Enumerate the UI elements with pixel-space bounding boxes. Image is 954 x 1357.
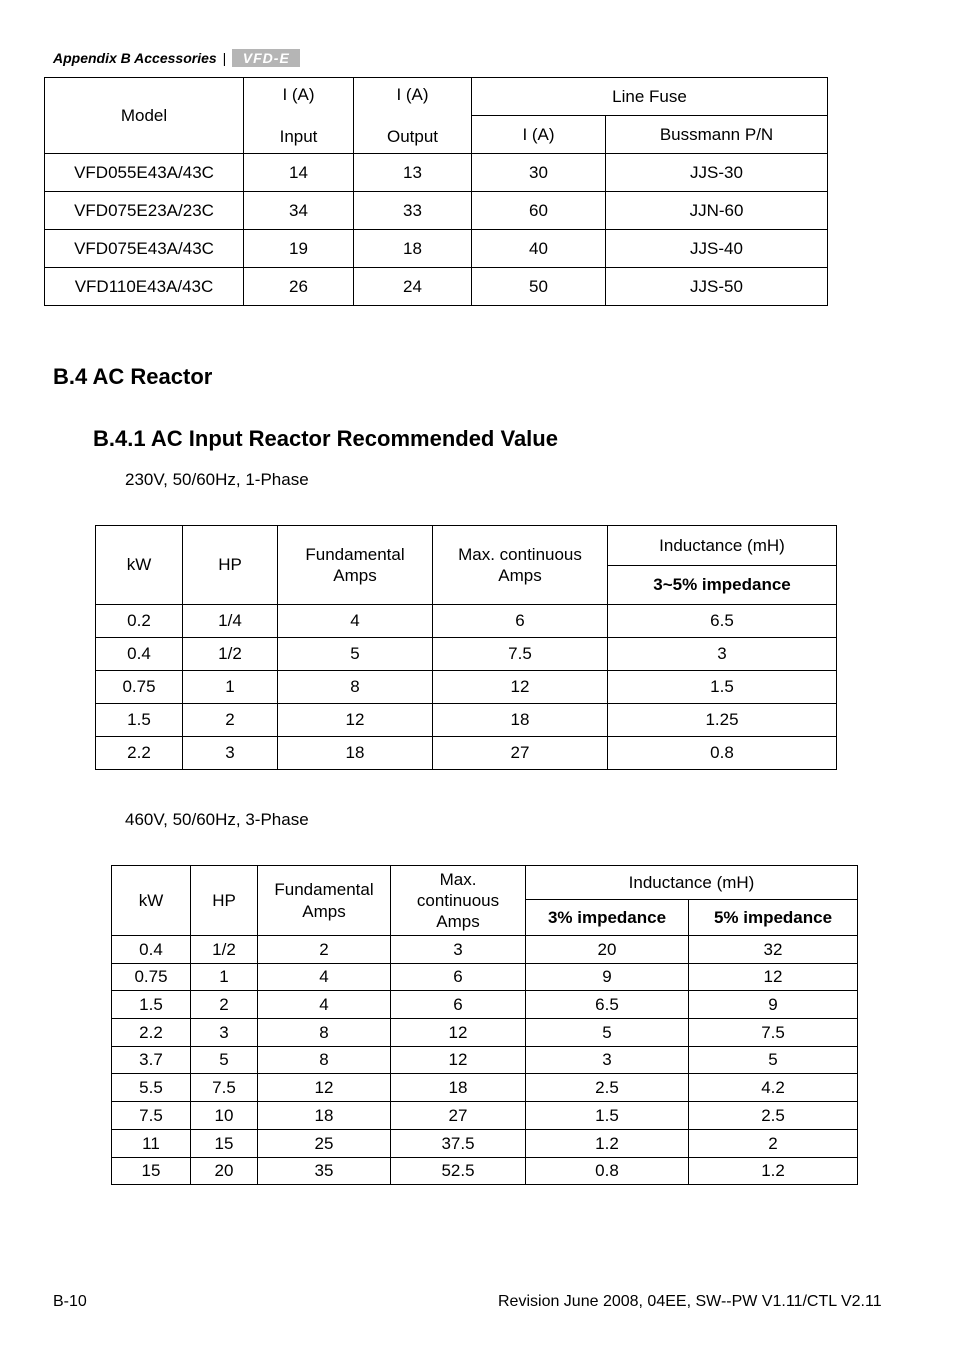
table-cell: 6.5	[608, 605, 837, 638]
header-model: Model	[45, 78, 244, 154]
table-cell: 20	[526, 936, 689, 964]
table-cell: 3	[526, 1046, 689, 1074]
table-cell: 8	[258, 1019, 391, 1047]
table-cell: 12	[689, 963, 858, 991]
table-cell: 8	[278, 671, 433, 704]
table-row	[112, 963, 858, 991]
table-row	[96, 605, 837, 638]
table-cell: JJS-40	[606, 230, 828, 268]
table-cell: 52.5	[391, 1157, 526, 1185]
fuse-table	[44, 77, 828, 306]
table-cell: 4	[278, 605, 433, 638]
table-cell: 7.5	[433, 638, 608, 671]
reactor-460v-table	[111, 865, 858, 1185]
table-cell: 9	[689, 991, 858, 1019]
table-row	[112, 991, 858, 1019]
table-cell: 5	[278, 638, 433, 671]
table-cell: 13	[354, 154, 472, 192]
table-cell: 20	[191, 1157, 258, 1185]
table-cell: 35	[258, 1157, 391, 1185]
table-row	[45, 268, 828, 306]
header-line-fuse: Line Fuse	[472, 78, 828, 116]
appendix-title: Appendix B Accessories	[53, 50, 217, 66]
table-cell: 27	[391, 1102, 526, 1130]
page-header	[53, 49, 300, 67]
table-row	[96, 737, 837, 770]
table-cell: 5	[689, 1046, 858, 1074]
table-cell: 12	[433, 671, 608, 704]
table-row	[96, 671, 837, 704]
table-cell: JJS-50	[606, 268, 828, 306]
table-row	[112, 1019, 858, 1047]
header-kw: kW	[112, 866, 191, 936]
table-cell: 12	[258, 1074, 391, 1102]
table-cell: 5	[526, 1019, 689, 1047]
table-row	[112, 936, 858, 964]
table-cell: 2.2	[96, 737, 183, 770]
table-cell: 1.5	[112, 991, 191, 1019]
header-max-continuous-amps: Max. continuous Amps	[391, 866, 526, 936]
table-460-caption: 460V, 50/60Hz, 3-Phase	[125, 810, 309, 829]
page-number: B-10	[53, 1293, 87, 1310]
table-row	[112, 1102, 858, 1130]
table-row	[112, 1157, 858, 1185]
header-impedance: 3~5% impedance	[608, 566, 837, 605]
table-cell: VFD075E23A/23C	[45, 192, 244, 230]
table-cell: 7.5	[689, 1019, 858, 1047]
header-hp: HP	[191, 866, 258, 936]
table-cell: 1/2	[191, 936, 258, 964]
table-cell: 1.2	[526, 1129, 689, 1157]
table-cell: 27	[433, 737, 608, 770]
table-cell: 14	[244, 154, 354, 192]
header-3pct-impedance: 3% impedance	[526, 900, 689, 936]
table-cell: 3.7	[112, 1046, 191, 1074]
table-cell: 2	[183, 704, 278, 737]
table-row	[45, 192, 828, 230]
table-cell: VFD110E43A/43C	[45, 268, 244, 306]
table-cell: 0.4	[96, 638, 183, 671]
table-cell: 32	[689, 936, 858, 964]
table-cell: 1	[191, 963, 258, 991]
header-inductance: Inductance (mH)	[608, 526, 837, 566]
table-cell: JJS-30	[606, 154, 828, 192]
table-cell: 1.5	[96, 704, 183, 737]
header-i-output: I (A) Output	[354, 78, 472, 154]
table-row	[112, 1129, 858, 1157]
header-fundamental-amps: Fundamental Amps	[258, 866, 391, 936]
table-row	[45, 154, 828, 192]
table-cell: VFD075E43A/43C	[45, 230, 244, 268]
header-fundamental-amps: Fundamental Amps	[278, 526, 433, 605]
table-cell: 3	[183, 737, 278, 770]
header-5pct-impedance: 5% impedance	[689, 900, 858, 936]
table-230-caption: 230V, 50/60Hz, 1-Phase	[125, 470, 309, 489]
table-cell: VFD055E43A/43C	[45, 154, 244, 192]
table-cell: 15	[112, 1157, 191, 1185]
header-hp: HP	[183, 526, 278, 605]
table-cell: 0.8	[608, 737, 837, 770]
table-cell: 12	[278, 704, 433, 737]
table-cell: 15	[191, 1129, 258, 1157]
table-cell: 5.5	[112, 1074, 191, 1102]
table-cell: 18	[278, 737, 433, 770]
table-cell: 7.5	[191, 1074, 258, 1102]
subsection-title: B.4.1 AC Input Reactor Recommended Value	[93, 426, 558, 451]
table-cell: 4	[258, 963, 391, 991]
table-cell: 7.5	[112, 1102, 191, 1130]
table-cell: 60	[472, 192, 606, 230]
table-cell: 1/4	[183, 605, 278, 638]
vfd-e-logo: VFD-E	[232, 49, 300, 67]
table-row	[96, 638, 837, 671]
table-cell: 3	[608, 638, 837, 671]
table-cell: 11	[112, 1129, 191, 1157]
table-cell: 2.5	[526, 1074, 689, 1102]
table-cell: 26	[244, 268, 354, 306]
revision-note: Revision June 2008, 04EE, SW--PW V1.11/CTL V2.11	[498, 1293, 882, 1310]
table-cell: 2.2	[112, 1019, 191, 1047]
table-cell: 9	[526, 963, 689, 991]
table-cell: 12	[391, 1019, 526, 1047]
table-cell: 0.8	[526, 1157, 689, 1185]
table-cell: 18	[258, 1102, 391, 1130]
table-cell: 2.5	[689, 1102, 858, 1130]
table-cell: 3	[391, 936, 526, 964]
table-cell: 50	[472, 268, 606, 306]
table-cell: 40	[472, 230, 606, 268]
table-cell: 12	[391, 1046, 526, 1074]
table-cell: 18	[354, 230, 472, 268]
header-i-input: I (A) Input	[244, 78, 354, 154]
table-cell: 0.2	[96, 605, 183, 638]
table-cell: 37.5	[391, 1129, 526, 1157]
table-cell: 24	[354, 268, 472, 306]
table-cell: 18	[391, 1074, 526, 1102]
table-cell: 1.25	[608, 704, 837, 737]
table-cell: 2	[191, 991, 258, 1019]
table-cell: 6	[391, 991, 526, 1019]
header-separator: |	[222, 50, 227, 66]
table-cell: 4.2	[689, 1074, 858, 1102]
table-cell: 5	[191, 1046, 258, 1074]
table-cell: 3	[191, 1019, 258, 1047]
table-cell: 1	[183, 671, 278, 704]
section-title: B.4 AC Reactor	[53, 364, 213, 389]
table-cell: 1.5	[526, 1102, 689, 1130]
table-cell: 6.5	[526, 991, 689, 1019]
header-max-continuous-amps: Max. continuous Amps	[433, 526, 608, 605]
table-cell: 1/2	[183, 638, 278, 671]
table-cell: 25	[258, 1129, 391, 1157]
table-cell: 34	[244, 192, 354, 230]
table-row	[45, 230, 828, 268]
header-bussmann: Bussmann P/N	[606, 116, 828, 154]
table-row	[112, 1074, 858, 1102]
table-cell: 1.2	[689, 1157, 858, 1185]
table-cell: 0.75	[112, 963, 191, 991]
table-cell: 18	[433, 704, 608, 737]
table-cell: 33	[354, 192, 472, 230]
table-cell: 0.75	[96, 671, 183, 704]
table-cell: 0.4	[112, 936, 191, 964]
table-cell: 2	[689, 1129, 858, 1157]
header-fuse-i: I (A)	[472, 116, 606, 154]
reactor-230v-table	[95, 525, 837, 770]
table-cell: 4	[258, 991, 391, 1019]
table-cell: 19	[244, 230, 354, 268]
table-row	[112, 1046, 858, 1074]
table-cell: 2	[258, 936, 391, 964]
table-cell: 30	[472, 154, 606, 192]
table-cell: JJN-60	[606, 192, 828, 230]
table-row	[96, 704, 837, 737]
table-cell: 6	[433, 605, 608, 638]
table-cell: 1.5	[608, 671, 837, 704]
header-kw: kW	[96, 526, 183, 605]
table-cell: 6	[391, 963, 526, 991]
table-cell: 10	[191, 1102, 258, 1130]
header-inductance: Inductance (mH)	[526, 866, 858, 900]
table-cell: 8	[258, 1046, 391, 1074]
